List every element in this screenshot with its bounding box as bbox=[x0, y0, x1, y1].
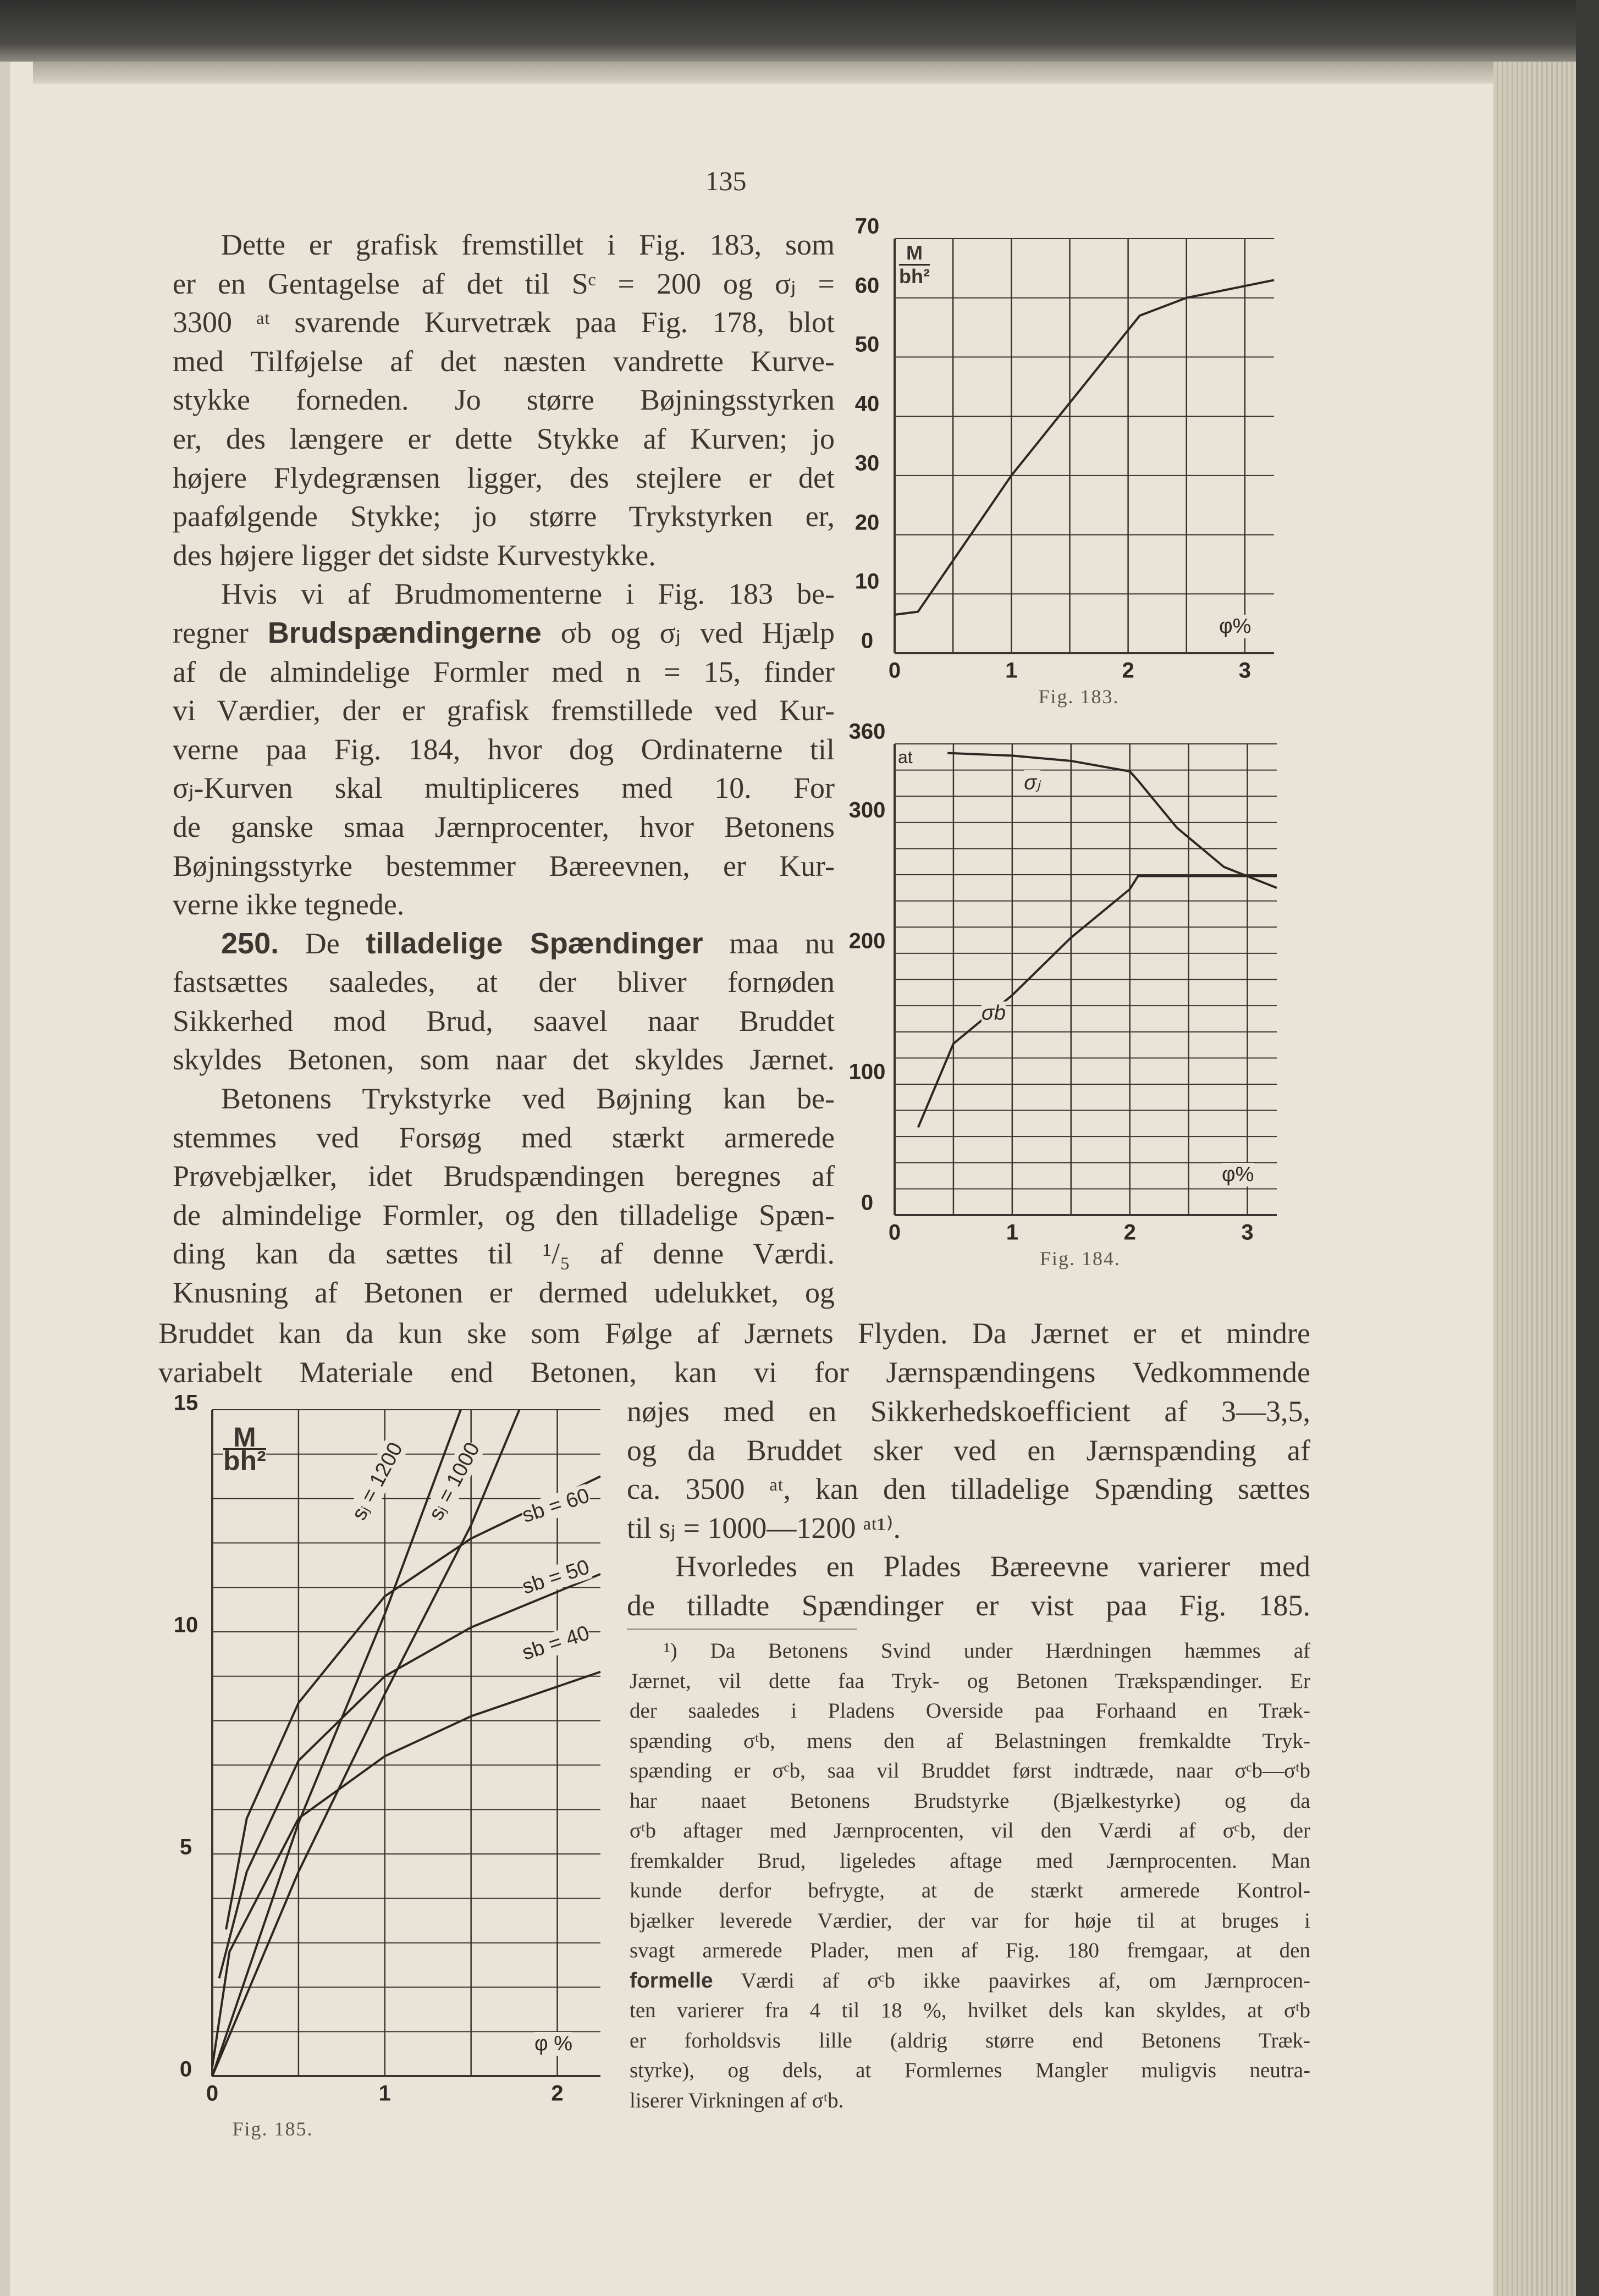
text-run: Jærnet, vil dette faa Tryk- og Betonen Trækspændinger. Er bbox=[630, 1669, 1310, 1693]
text-line bbox=[630, 1756, 1310, 1786]
text-line bbox=[630, 2056, 1310, 2086]
text-run: der saaledes i Pladens Overside paa Forhaand en Træk- bbox=[630, 1699, 1310, 1723]
y-tick-label: 15 bbox=[173, 1390, 199, 1415]
series-label: sⱼ = 1200 bbox=[347, 1438, 408, 1524]
text-line bbox=[173, 459, 835, 498]
text-line bbox=[627, 1547, 1310, 1586]
text-line bbox=[630, 1906, 1310, 1936]
series-line bbox=[918, 876, 1277, 1127]
page-top-shadow bbox=[33, 62, 1507, 84]
text-run: nøjes med en Sikkerhedskoefficient af 3—3,5, bbox=[627, 1395, 1310, 1428]
text-line bbox=[173, 303, 835, 342]
figure-185 bbox=[173, 1390, 600, 2140]
page-number: 135 bbox=[705, 165, 747, 196]
text-run: σⱼ-Kurven skal multipliceres med 10. For bbox=[173, 771, 835, 805]
bold-term: formelle bbox=[630, 1968, 713, 1993]
text-run: Hvis vi af Brudmomenterne i Fig. 183 be- bbox=[221, 577, 835, 611]
text-run: Knusning af Betonen er dermed udelukket, og bbox=[173, 1276, 835, 1310]
text-line bbox=[173, 264, 835, 303]
text-line bbox=[630, 1666, 1310, 1697]
text-line bbox=[630, 1876, 1310, 1906]
series-line bbox=[895, 280, 1274, 615]
text-run: ca. 3500 ᵃᵗ, kan den tilladelige Spænding sættes bbox=[627, 1472, 1310, 1506]
series-line bbox=[947, 753, 1277, 888]
text-run: Værdi af σᶜb ikke paavirkes af, om Jærnprocen- bbox=[713, 1968, 1310, 1993]
y-tick-label: 20 bbox=[854, 510, 880, 535]
series-label: sb = 40 bbox=[519, 1621, 593, 1665]
text-run: højere Flydegrænsen ligger, des stejlere er det bbox=[173, 461, 835, 494]
book-cover-edge bbox=[1576, 0, 1599, 2296]
y-label-denominator: bh² bbox=[223, 1445, 266, 1476]
text-line bbox=[173, 1273, 835, 1312]
text-line bbox=[173, 847, 835, 886]
text-run: ding kan da sættes til ¹/₅ af denne Værdi. bbox=[173, 1237, 835, 1271]
text-line bbox=[173, 380, 835, 420]
chart-plot bbox=[895, 239, 1274, 653]
text-run: liserer Virkningen af σᵗb. bbox=[630, 2088, 844, 2112]
y-tick-label: 0 bbox=[861, 628, 874, 653]
y-label-numerator: M bbox=[223, 1426, 266, 1450]
text-line bbox=[173, 614, 835, 653]
x-tick-label: 1 bbox=[1005, 658, 1018, 683]
text-line bbox=[627, 1509, 1310, 1548]
series-label: sb = 60 bbox=[519, 1484, 593, 1527]
x-tick-label: 1 bbox=[1006, 1220, 1018, 1245]
series-label: sb = 50 bbox=[519, 1555, 593, 1599]
y-label-denominator: bh² bbox=[899, 265, 930, 288]
full-width-text bbox=[158, 1314, 1310, 1392]
text-line bbox=[630, 1726, 1310, 1757]
x-tick-label: 0 bbox=[888, 1220, 901, 1245]
left-text-column bbox=[173, 225, 835, 1312]
y-tick-label: 0 bbox=[179, 2057, 192, 2082]
y-axis-label bbox=[223, 1422, 266, 1476]
y-tick-label: 300 bbox=[848, 798, 886, 823]
figure-caption: Fig. 183. bbox=[1038, 686, 1120, 708]
text-line bbox=[173, 575, 835, 614]
page-left-edge bbox=[0, 62, 10, 2296]
y-label-numerator: M bbox=[899, 242, 930, 266]
text-line bbox=[173, 536, 835, 575]
figure-183 bbox=[854, 214, 1274, 708]
text-run: stemmes ved Forsøg med stærkt armerede bbox=[173, 1121, 835, 1154]
text-run: bjælker leverede Værdier, der var for høje til at bruges i bbox=[630, 1908, 1310, 1933]
text-line bbox=[173, 885, 835, 924]
text-line bbox=[173, 1118, 835, 1157]
text-line bbox=[173, 924, 835, 963]
text-run: af de almindelige Formler med n = 15, finder bbox=[173, 655, 835, 688]
y-tick-label: 10 bbox=[173, 1613, 199, 1637]
text-run: styrke), og dels, at Formlernes Mangler muligvis neutra- bbox=[630, 2058, 1310, 2082]
text-run: stykke forneden. Jo større Bøjningsstyrken bbox=[173, 383, 835, 417]
text-line bbox=[173, 1079, 835, 1118]
text-run: vi Værdier, der er grafisk fremstillede ved Kur- bbox=[173, 694, 835, 727]
text-run: verne ikke tegnede. bbox=[173, 888, 405, 921]
text-run: verne paa Fig. 184, hvor dog Ordinaterne til bbox=[173, 732, 835, 766]
text-line bbox=[630, 1936, 1310, 1966]
text-line bbox=[627, 1392, 1310, 1431]
text-run: er, des længere er dette Stykke af Kurven; jo bbox=[173, 422, 835, 455]
text-line bbox=[630, 1816, 1310, 1846]
book-page-edges bbox=[1493, 62, 1576, 2296]
figure-caption: Fig. 184. bbox=[1039, 1248, 1121, 1270]
text-run: regner bbox=[173, 616, 268, 649]
text-run: paafølgende Stykke; jo større Trykstyrken er, bbox=[173, 500, 835, 533]
text-line bbox=[173, 730, 835, 769]
bold-term: 250. bbox=[221, 926, 279, 960]
y-tick-label: 0 bbox=[861, 1190, 874, 1215]
text-line bbox=[173, 1040, 835, 1079]
book-top-edge bbox=[0, 0, 1599, 62]
text-run: σᵗb aftager med Jærnprocenten, vil den Værdi af σᶜb, der bbox=[630, 1819, 1310, 1842]
text-line bbox=[173, 1234, 835, 1273]
text-line bbox=[173, 653, 835, 692]
text-line bbox=[173, 963, 835, 1002]
y-tick-label: 10 bbox=[854, 569, 880, 594]
x-tick-label: 3 bbox=[1238, 658, 1251, 683]
text-run: Sikkerhed mod Brud, saavel naar Bruddet bbox=[173, 1004, 835, 1037]
text-run: De bbox=[279, 926, 366, 960]
series-line bbox=[212, 1672, 600, 2067]
text-run: maa nu bbox=[703, 926, 835, 960]
text-run: spænding er σᶜb, saa vil Bruddet først indtræde, naar σᶜb—σᵗb bbox=[630, 1759, 1310, 1782]
text-line bbox=[627, 1431, 1310, 1470]
footnote-rule bbox=[627, 1629, 857, 1630]
text-run: til sⱼ = 1000—1200 ᵃᵗ¹⁾. bbox=[627, 1511, 901, 1544]
y-tick-label: 5 bbox=[179, 1835, 192, 1859]
y-tick-label: 200 bbox=[848, 929, 886, 953]
text-line bbox=[627, 1470, 1310, 1509]
x-axis-label: φ% bbox=[1219, 615, 1251, 638]
y-tick-label: 40 bbox=[854, 391, 880, 416]
text-line bbox=[173, 1002, 835, 1041]
text-line bbox=[630, 2026, 1310, 2056]
x-tick-label: 2 bbox=[1123, 1220, 1136, 1245]
text-run: variabelt Materiale end Betonen, kan vi for Jærnspændingens Vedkommende bbox=[158, 1355, 1310, 1389]
text-run: 3300 ᵃᵗ svarende Kurvetræk paa Fig. 178, blot bbox=[173, 306, 835, 339]
unit-label: at bbox=[898, 747, 913, 767]
text-line bbox=[630, 1966, 1310, 1996]
bold-term: Brudspændingerne bbox=[267, 616, 542, 649]
text-line bbox=[630, 1846, 1310, 1876]
text-line bbox=[173, 497, 835, 536]
text-run: de almindelige Formler, og den tilladelige Spæn- bbox=[173, 1198, 835, 1232]
series-label: σb bbox=[981, 1001, 1006, 1025]
text-line bbox=[630, 1786, 1310, 1817]
chart-plot bbox=[895, 744, 1277, 1215]
text-run: Hvorledes en Plades Bæreevne varierer med bbox=[675, 1550, 1310, 1583]
text-run: ¹) Da Betonens Svind under Hærdningen hæmmes af bbox=[664, 1639, 1310, 1663]
bold-term: tilladelige Spændinger bbox=[366, 926, 703, 960]
text-run: svagt armerede Plader, men af Fig. 180 fremgaar, at den bbox=[630, 1939, 1310, 1962]
y-tick-label: 70 bbox=[854, 214, 880, 239]
text-line bbox=[627, 1586, 1310, 1625]
text-line bbox=[173, 691, 835, 730]
text-line bbox=[630, 2086, 1310, 2116]
text-line bbox=[173, 225, 835, 264]
text-run: og da Bruddet sker ved en Jærnspænding af bbox=[627, 1433, 1310, 1467]
text-line bbox=[630, 1996, 1310, 2026]
x-tick-label: 0 bbox=[888, 658, 901, 683]
text-line bbox=[173, 420, 835, 459]
text-run: des højere ligger det sidste Kurvestykke. bbox=[173, 538, 656, 572]
y-axis-label bbox=[899, 242, 930, 288]
text-run: σb og σⱼ ved Hjælp bbox=[541, 616, 835, 649]
text-line bbox=[173, 808, 835, 847]
x-tick-label: 2 bbox=[1122, 658, 1134, 683]
x-tick-label: 2 bbox=[551, 2081, 564, 2106]
text-run: er forholdsvis lille (aldrig større end Betonens Træk- bbox=[630, 2028, 1310, 2052]
series-label: sⱼ = 1000 bbox=[424, 1438, 485, 1524]
text-line bbox=[158, 1314, 1310, 1353]
figure-184 bbox=[848, 719, 1277, 1270]
text-line bbox=[158, 1353, 1310, 1392]
text-run: fremkalder Brud, ligeledes aftage med Jærnprocenten. Man bbox=[630, 1848, 1310, 1873]
text-line bbox=[630, 1696, 1310, 1726]
text-run: Prøvebjælker, idet Brudspændingen beregnes af bbox=[173, 1160, 835, 1193]
text-run: kunde derfor befrygte, at de stærkt armerede Kontrol- bbox=[630, 1879, 1310, 1902]
text-run: Dette er grafisk fremstillet i Fig. 183, som bbox=[221, 228, 835, 261]
text-line bbox=[173, 1157, 835, 1196]
text-run: er en Gentagelse af det til Sᶜ = 200 og σⱼ = bbox=[173, 267, 835, 300]
text-run: Bruddet kan da kun ske som Følge af Jærnets Flyden. Da Jærnet er et mindre bbox=[158, 1317, 1310, 1350]
text-line bbox=[173, 769, 835, 808]
text-line bbox=[173, 342, 835, 381]
y-tick-label: 360 bbox=[848, 719, 886, 744]
x-tick-label: 3 bbox=[1241, 1220, 1254, 1245]
x-axis-label: φ% bbox=[1222, 1163, 1254, 1186]
text-run: de tilladte Spændinger er vist paa Fig. 185. bbox=[627, 1588, 1310, 1622]
text-run: ten varierer fra 4 til 18 %, hvilket dels kan skyldes, at σᵗb bbox=[630, 1999, 1310, 2022]
x-tick-label: 0 bbox=[206, 2081, 219, 2106]
text-run: Bøjningsstyrke bestemmer Bæreevnen, er Kur- bbox=[173, 849, 835, 882]
text-run: spænding σᵗb, mens den af Belastningen fremkaldte Tryk- bbox=[630, 1729, 1310, 1753]
text-run: fastsættes saaledes, at der bliver fornøden bbox=[173, 965, 835, 999]
text-run: Betonens Trykstyrke ved Bøjning kan be- bbox=[221, 1082, 835, 1116]
y-tick-label: 30 bbox=[854, 451, 880, 476]
y-tick-label: 60 bbox=[854, 273, 880, 298]
text-run: de ganske smaa Jærnprocenter, hvor Betonens bbox=[173, 810, 835, 843]
footnote bbox=[630, 1636, 1310, 2116]
y-tick-label: 50 bbox=[854, 332, 880, 357]
x-tick-label: 1 bbox=[378, 2081, 391, 2106]
series-line bbox=[212, 1410, 461, 2076]
text-line bbox=[173, 1196, 835, 1235]
text-run: skyldes Betonen, som naar det skyldes Jærnet. bbox=[173, 1043, 835, 1077]
text-run: har naaet Betonens Brudstyrke (Bjælkestyrke) og da bbox=[630, 1789, 1310, 1813]
figure-caption: Fig. 185. bbox=[232, 2118, 313, 2140]
y-tick-label: 100 bbox=[848, 1059, 886, 1084]
series-line bbox=[226, 1476, 600, 1929]
text-run: med Tilføjelse af det næsten vandrette Kurve- bbox=[173, 344, 835, 378]
text-line bbox=[630, 1636, 1310, 1666]
right-text-column bbox=[627, 1392, 1310, 1625]
series-label: σⱼ bbox=[1024, 771, 1040, 794]
x-axis-label: φ % bbox=[534, 2032, 572, 2055]
